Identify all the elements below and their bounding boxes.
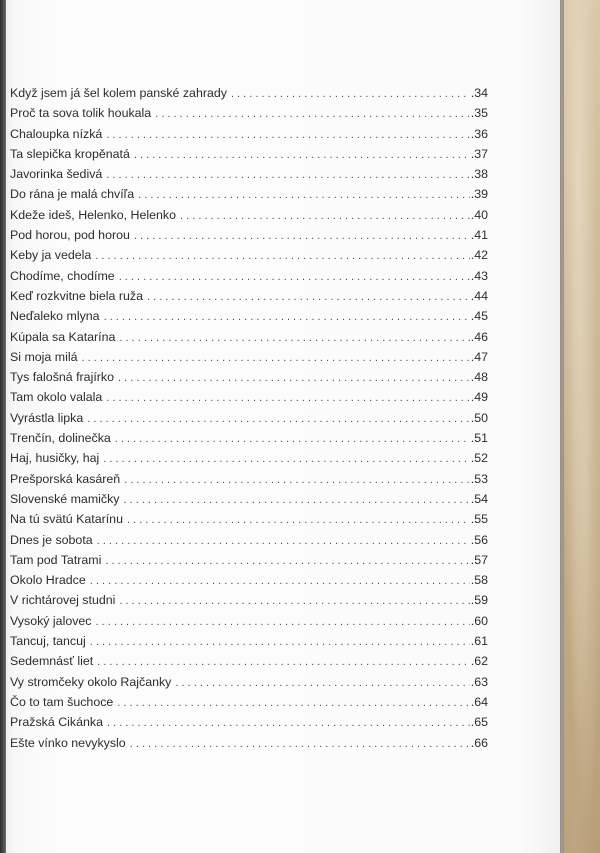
toc-entry-title: Pražská Cikánka	[10, 715, 103, 730]
toc-entry	[0, 651, 488, 671]
toc-entry-title: Chodíme, chodíme	[10, 268, 115, 283]
toc-entry-title: Když jsem já šel kolem panské zahrady	[10, 86, 227, 100]
dot-leader	[119, 267, 470, 287]
toc-entry-title: Haj, husičky, haj	[10, 451, 100, 466]
toc-entry-page-number: .66	[470, 735, 488, 750]
toc-entry	[0, 266, 488, 286]
toc-entry-title: Si moja milá	[10, 349, 78, 364]
toc-entry-page-number: .43	[470, 268, 488, 283]
dot-leader	[130, 734, 470, 754]
toc-entry-title: Trenčín, dolinečka	[10, 431, 111, 446]
toc-entry	[0, 367, 488, 387]
dot-leader	[106, 165, 469, 185]
dot-leader	[123, 490, 469, 510]
dot-leader	[95, 246, 469, 266]
toc-entry-title: Tancuj, tancuj	[10, 634, 86, 649]
toc-entry-page-number: .56	[470, 532, 488, 547]
toc-entry	[0, 205, 488, 225]
toc-entry	[0, 347, 488, 367]
toc-entry-title: Vysoký jalovec	[10, 613, 92, 628]
dot-leader	[124, 470, 470, 490]
dot-leader	[97, 652, 470, 672]
toc-entry-page-number: .49	[470, 390, 488, 405]
toc-entry	[0, 306, 488, 326]
toc-entry-page-number: .58	[470, 573, 488, 588]
toc-entry-page-number: .55	[470, 512, 488, 527]
toc-entry-page-number: .64	[470, 694, 488, 709]
toc-entry-title: Sedemnásť liet	[10, 654, 94, 669]
toc-entry-title: Vyrástla lipka	[10, 410, 84, 425]
toc-entry-title: V richtárovej studni	[10, 593, 116, 608]
toc-entry-title: Chaloupka nízká	[10, 126, 103, 141]
toc-entry-title: Kdeže ideš, Helenko, Helenko	[10, 207, 176, 222]
toc-entry-page-number: .41	[470, 228, 488, 243]
toc-entry-title: Čo to tam šuchoce	[10, 694, 114, 709]
toc-entry-title: Na tú svätú Katarínu	[10, 512, 123, 527]
toc-entry	[0, 712, 488, 732]
toc-entry-page-number: .52	[470, 451, 488, 466]
toc-entry	[0, 550, 488, 570]
toc-entry-title: Keby ja vedela	[10, 248, 92, 263]
dot-leader	[231, 84, 470, 104]
toc-entry	[0, 184, 488, 204]
toc-entry-page-number: .44	[470, 288, 488, 303]
toc-entry	[0, 387, 488, 407]
toc-entry-page-number: .42	[470, 248, 488, 263]
toc-entry	[0, 225, 488, 245]
toc-entry	[0, 83, 488, 103]
dot-leader	[81, 348, 469, 368]
toc-entry-page-number: .50	[470, 410, 488, 425]
dot-leader	[106, 125, 469, 145]
toc-entry-title: Pod horou, pod horou	[10, 228, 130, 243]
dot-leader	[127, 510, 470, 530]
toc-entry	[0, 245, 488, 265]
toc-entry-page-number: .39	[470, 187, 488, 202]
toc-entry-title: Keď rozkvitne biela ruža	[10, 288, 143, 303]
dot-leader	[96, 612, 470, 632]
toc-entry-title: Proč ta sova tolik houkala	[10, 106, 152, 121]
dot-leader	[134, 145, 470, 165]
dot-leader	[180, 206, 470, 226]
toc-entry-title: Slovenské mamičky	[10, 491, 120, 506]
dot-leader	[106, 388, 469, 408]
dot-leader	[134, 226, 470, 246]
dot-leader	[155, 104, 470, 124]
background-surface	[564, 0, 600, 853]
toc-entry	[0, 570, 488, 590]
dot-leader	[115, 429, 470, 449]
dot-leader	[104, 307, 470, 327]
toc-entry-title: Dnes je sobota	[10, 532, 93, 547]
toc-entry-title: Ta slepička kropěnatá	[10, 146, 130, 161]
toc-entry-page-number: .57	[470, 552, 488, 567]
toc-entry	[0, 286, 488, 306]
toc-entry-page-number: .35	[470, 106, 488, 121]
toc-entry	[0, 164, 488, 184]
toc-entry	[0, 103, 488, 123]
toc-entry-title: Tam okolo valala	[10, 390, 103, 405]
toc-entry	[0, 672, 488, 692]
toc-entry-page-number: .34	[470, 86, 488, 100]
dot-leader	[119, 591, 469, 611]
toc-entry	[0, 144, 488, 164]
dot-leader	[87, 409, 470, 429]
toc-entry-page-number: .53	[470, 471, 488, 486]
toc-entry-page-number: .45	[470, 309, 488, 324]
toc-entry-page-number: .62	[470, 654, 488, 669]
toc-entry-page-number: .63	[470, 674, 488, 689]
toc-entry-page-number: .59	[470, 593, 488, 608]
toc-entry-page-number: .61	[470, 634, 488, 649]
toc-entry-page-number: .65	[470, 715, 488, 730]
toc-entry-page-number: .47	[470, 349, 488, 364]
dot-leader	[118, 368, 470, 388]
toc-entry	[0, 489, 488, 509]
toc-entry-title: Neďaleko mlyna	[10, 309, 100, 324]
dot-leader	[90, 571, 470, 591]
toc-entry-title: Do rána je malá chvíľa	[10, 187, 135, 202]
toc-entry-page-number: .36	[470, 126, 488, 141]
toc-entry-page-number: .38	[470, 167, 488, 182]
toc-entry-page-number: .48	[470, 370, 488, 385]
dot-leader	[147, 287, 470, 307]
dot-leader	[138, 185, 470, 205]
toc-entry-page-number: .40	[470, 207, 488, 222]
dot-leader	[97, 531, 470, 551]
toc-entry	[0, 408, 488, 428]
dot-leader	[90, 632, 470, 652]
toc-entry-page-number: .37	[470, 146, 488, 161]
dot-leader	[175, 673, 469, 693]
dot-leader	[117, 693, 469, 713]
toc-entry-title: Javorinka šedivá	[10, 167, 103, 182]
toc-entry-title: Tam pod Tatrami	[10, 552, 102, 567]
toc-entry-page-number: .54	[470, 491, 488, 506]
toc-entry	[0, 509, 488, 529]
toc-entry-page-number: .51	[470, 431, 488, 446]
dot-leader	[119, 328, 469, 348]
dot-leader	[103, 449, 469, 469]
toc-entry	[0, 448, 488, 468]
toc-entry-title: Okolo Hradce	[10, 573, 86, 588]
toc-entry	[0, 428, 488, 448]
toc-entry	[0, 590, 488, 610]
toc-entry-page-number: .46	[470, 329, 488, 344]
toc-entry	[0, 631, 488, 651]
toc-entry-title: Kúpala sa Katarína	[10, 329, 116, 344]
toc-entry-title: Prešporská kasáreň	[10, 471, 121, 486]
toc-entry-title: Vy stromčeky okolo Rajčanky	[10, 674, 172, 689]
toc-entry	[0, 733, 488, 753]
toc-entry-title: Ešte vínko nevykyslo	[10, 735, 126, 750]
toc-entry	[0, 469, 488, 489]
toc-entry	[0, 611, 488, 631]
toc-entry-page-number: .60	[470, 613, 488, 628]
dot-leader	[105, 551, 469, 571]
toc-entry	[0, 692, 488, 712]
toc-entry	[0, 327, 488, 347]
toc-entry	[0, 530, 488, 550]
dot-leader	[107, 713, 470, 733]
table-of-contents	[0, 83, 560, 753]
toc-entry-title: Tys falošná frajírko	[10, 370, 114, 385]
toc-entry	[0, 124, 488, 144]
